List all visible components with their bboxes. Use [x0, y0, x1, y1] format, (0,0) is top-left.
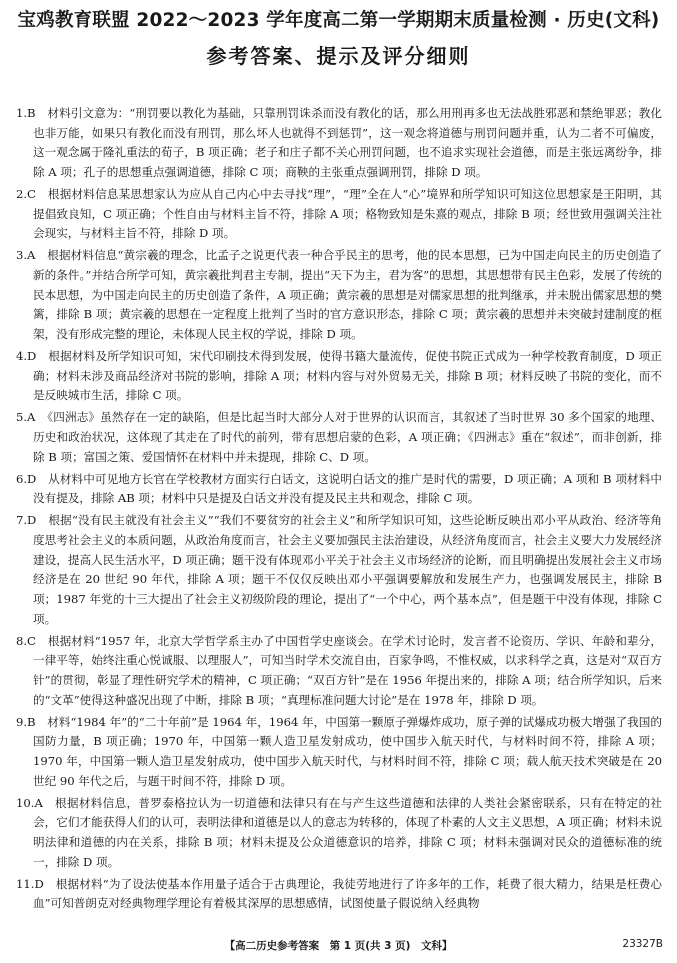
answer-number: 10.A	[16, 795, 43, 810]
answer-item-2	[16, 185, 662, 244]
answer-explanation: 根据材料信息，普罗泰格拉认为一切道德和法律只有在与产生这些道德和法律的人类社会紧密联系，只有在特定的社会，它们才能获得人们的认可，表明法律和道德是以人的意志为转移的，体现了朴素的人文主义思想，A 项正确；材料未说明法律和道德的内在关系，排除 B 项；材料未提及公众道德意识的培养，排除 C 项；材料未强调对民众的道德标准的统一，排除 D 项。	[33, 795, 662, 869]
answer-number: 1.B	[16, 106, 36, 120]
answer-item-11	[16, 875, 662, 914]
answer-item-9	[16, 713, 662, 792]
answer-number: 11.D	[16, 876, 44, 891]
answer-number: 7.D	[16, 513, 37, 528]
answer-number: 4.D	[16, 349, 37, 363]
answer-number: 9.B	[16, 714, 36, 729]
answer-explanation: 根据材料“为了设法使基本作用量子适合于古典理论，我徒劳地进行了许多年的工作，耗费了很大精力，结果是枉费心血”可知普朗克对经典物理学理论有着极其深厚的思想感情，试图使量子假说纳入经典物	[33, 876, 662, 911]
answer-explanation: 材料引文意为：“刑罚要以教化为基础，只靠刑罚诛杀而没有教化的话，那么用刑再多也无法战胜邪恶和禁绝罪恶；教化也非万能，如果只有教化而没有刑罚，那么坏人也就得不到惩罚”，这一观念将道德与刑罚问题并重，认为二者不可偏废，这一观念属于隆礼重法的荀子，B 项正确；老子和庄子都不关心刑罚问题，也不追求实现社会道德，而是主张远离纷争，排除 A 项；孔子的思想重点强调道德，排除 C 项；商鞅的主张重点强调刑罚，排除 D 项。	[33, 106, 662, 180]
answer-item-6	[16, 470, 662, 509]
page-footer	[0, 936, 677, 956]
answer-number: 8.C	[16, 633, 36, 648]
answer-list	[16, 104, 662, 916]
footer-page-info: 【高二历史参考答案 第 1 页(共 3 页) 文科】	[224, 940, 453, 952]
answer-explanation: 《四洲志》虽然存在一定的缺陷，但是比起当时大部分人对于世界的认识而言，其叙述了当时世界 30 多个国家的地理、历史和政治状况，这体现了其走在了时代的前列，带有思想启蒙的色彩，A 项正确；《四洲志》重在“叙述”，而非创新，排除 B 项；富国之策、爱国情怀在材料中并未提现，排除 C、D 项。	[33, 410, 662, 464]
answer-item-4	[16, 347, 662, 406]
answer-number: 6.D	[16, 471, 37, 486]
answer-explanation: 材料“1984 年”的“二十年前”是 1964 年，1964 年，中国第一颗原子弹爆炸成功，原子弹的试爆成功极大增强了我国的国防力量，B 项正确；1970 年，中国第一颗人造卫星发射成功，使中国步入航天时代，与材料时间不符，排除 A 项；1970 年，中国第一颗人造卫星发射成功，使中国步入航天时代，与材料时间不符，排除 C 项；载人航天技术突破是在 20 世纪 90 年代之后，与题干时间不符，排除 D 项。	[33, 714, 662, 788]
answer-explanation: 从材料中可见地方长官在学校教材方面实行白话文，这说明白话文的推广是时代的需要，D 项正确；A 项和 B 项材料中没有提及，排除 AB 项；材料中只是提及白话文并没有提及民主共和观念，排除 C 项。	[33, 471, 662, 506]
answer-explanation: 根据“没有民主就没有社会主义”“我们不要贫穷的社会主义”和所学知识可知，这些论断反映出邓小平从政治、经济等角度思考社会主义的本质问题，从政治角度而言，社会主义要加强民主法治建设，从经济角度而言，社会主义要大力发展经济建设，提高人民生活水平，D 项正确；题干没有体现邓小平关于社会主义市场经济的论断，而且明确提出发展社会主义市场经济是在 20 世纪 90 年代，排除 A 项；题干不仅仅反映出邓小平强调要解放和发展生产力，也强调发展民主，排除 B 项；1987 年党的十三大提出了社会主义初级阶段的理论，提出了“一个中心，两个基本点”，但是题干中没有体现，排除 C 项。	[33, 513, 662, 626]
answer-explanation: 根据材料信息“黄宗羲的理念，比孟子之说更代表一种合乎民主的思考，他的民本思想，已为中国走向民主的历史创造了新的条件。”并结合所学可知，黄宗羲批判君主专制，提出“天下为主，君为客”的思想，其思想带有民主色彩，发展了传统的民本思想，为中国走向民主的历史创造了条件，A 项正确；黄宗羲的思想是对儒家思想的批判继承，并未脱出儒家思想的樊篱，排除 B 项；黄宗羲的思想在一定程度上批判了当时的官方意识形态，排除 C 项；黄宗羲的思想并未突破封建制度的框架，没有形成完整的理论，未体现人民主权的学说，排除 D 项。	[33, 248, 662, 342]
answer-explanation: 根据材料“1957 年，北京大学哲学系主办了中国哲学史座谈会。在学术讨论时，发言者不论资历、学识、年龄和辈分，一律平等，始终注重心悦诚服、以理服人”，可知当时学术交流自由，百家争鸣，不惟权威，以求科学之真，这是对“双百方针”的贯彻，彰显了理性研究学术的精神，C 项正确；“双百方针”是在 1956 年提出来的，排除 A 项；结合所学知识，后来的“文革”使得这种盛况出现了中断，排除 B 项；“真理标准问题大讨论”是在 1978 年，排除 D 项。	[33, 633, 662, 707]
answer-item-7	[16, 511, 662, 629]
answer-item-8	[16, 632, 662, 711]
document-subtitle: 参考答案、提示及评分细则	[206, 44, 471, 68]
answer-item-3	[16, 246, 662, 345]
answer-item-10	[16, 794, 662, 873]
answer-explanation: 根据材料信息某思想家认为应从自己内心中去寻找“理”，“理”全在人“心”境界和所学知识可知这位思想家是王阳明，其提倡致良知，C 项正确；个性自由与材料主旨不符，排除 A 项；格物致知是朱熹的观点，排除 B 项；经世致用强调关注社会现实，与材料主旨不符，排除 D 项。	[33, 187, 662, 241]
footer-document-code: 23327B	[622, 938, 663, 950]
answer-number: 2.C	[16, 187, 36, 201]
answer-item-5	[16, 408, 662, 467]
answer-item-1	[16, 104, 662, 183]
answer-explanation: 根据材料及所学知识可知，宋代印刷技术得到发展，使得书籍大量流传，促使书院正式成为一种学校教育制度，D 项正确；材料未涉及商品经济对书院的影响，排除 A 项；材料内容与对外贸易无关，排除 B 项；材料反映了书院的变化，而不是反映城市生活，排除 C 项。	[33, 349, 662, 403]
document-title: 宝鸡教育联盟 2022～2023 学年度高二第一学期期末质量检测 · 历史(文科)	[17, 10, 660, 31]
answer-number: 3.A	[16, 248, 36, 263]
answer-number: 5.A	[16, 410, 36, 425]
